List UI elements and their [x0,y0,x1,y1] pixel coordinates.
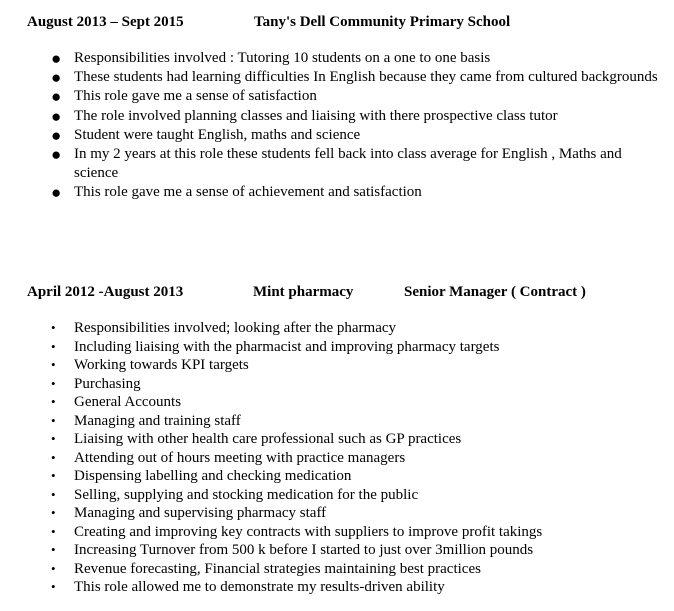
bullet-icon: • [51,542,56,557]
bullet-icon: ● [51,68,62,88]
list-item: ● Responsibilities involved : Tutoring 10 students on a one to one basis [51,49,491,68]
bullet-icon: • [51,523,56,539]
section2-dates: April 2012 -August 2013 [27,284,184,300]
section2-bullet-list [0,319,664,597]
list-item: • Increasing Turnover from 500 k before I started to just over 3million pounds [51,542,534,558]
list-item: • Creating and improving key contracts with suppliers to improve profit takings [51,523,543,540]
bullet-icon: • [51,357,56,372]
list-item: • Liaising with other health care professional such as GP practices [51,431,462,447]
list-item: ● These students had learning difficulties In English because they came from cultured backgrounds [51,68,658,88]
section1-bullet-list [0,49,664,202]
list-item: • Attending out of hours meeting with practice managers [51,449,406,466]
bullet-icon: • [51,560,56,576]
section2-position: Senior Manager ( Contract ) [404,284,586,300]
list-item: • Revenue forecasting, Financial strategies maintaining best practices [51,560,481,577]
section2-employer: Mint pharmacy [253,284,354,300]
list-item: • General Accounts [51,394,182,410]
bullet-icon: • [51,412,56,428]
bullet-icon: ● [51,49,62,68]
list-item: • Managing and training staff [51,412,241,429]
bullet-icon: • [51,431,56,446]
list-item: • Working towards KPI targets [51,357,249,373]
bullet-icon: ● [51,87,62,107]
bullet-icon: • [51,320,56,335]
bullet-icon: • [51,579,56,594]
list-item: ● Student were taught English, maths and science [51,125,361,145]
bullet-icon: • [51,468,56,483]
bullet-icon: • [51,505,56,520]
bullet-icon: • [51,375,56,391]
list-item: ● The role involved planning classes and liaising with there prospective class tutor [51,106,558,126]
bullet-icon: • [51,338,56,354]
list-item: • Selling, supplying and stocking medication for the public [51,486,419,503]
list-item: • Managing and supervising pharmacy staff [51,505,327,521]
list-item: ● In my 2 years at this role these students fell back into class average for English , Maths and science [51,144,622,181]
bullet-icon: ● [51,125,62,145]
section1-employer: Tany's Dell Community Primary School [254,14,511,30]
bullet-icon: ● [51,183,62,203]
list-item: • This role allowed me to demonstrate my results-driven ability [51,579,445,595]
bullet-icon: • [51,449,56,465]
section1-dates: August 2013 – Sept 2015 [27,14,184,30]
bullet-icon: ● [51,144,62,164]
bullet-icon: ● [51,106,62,126]
bullet-icon: • [51,486,56,502]
bullet-icon: • [51,394,56,409]
list-item: • Purchasing [51,375,141,392]
list-item: • Responsibilities involved; looking after the pharmacy [51,320,397,336]
list-item: • Including liaising with the pharmacist and improving pharmacy targets [51,338,500,355]
list-item: ● This role gave me a sense of achievement and satisfaction [51,183,422,203]
list-item: ● This role gave me a sense of satisfaction [51,87,317,107]
list-item: • Dispensing labelling and checking medication [51,468,352,484]
